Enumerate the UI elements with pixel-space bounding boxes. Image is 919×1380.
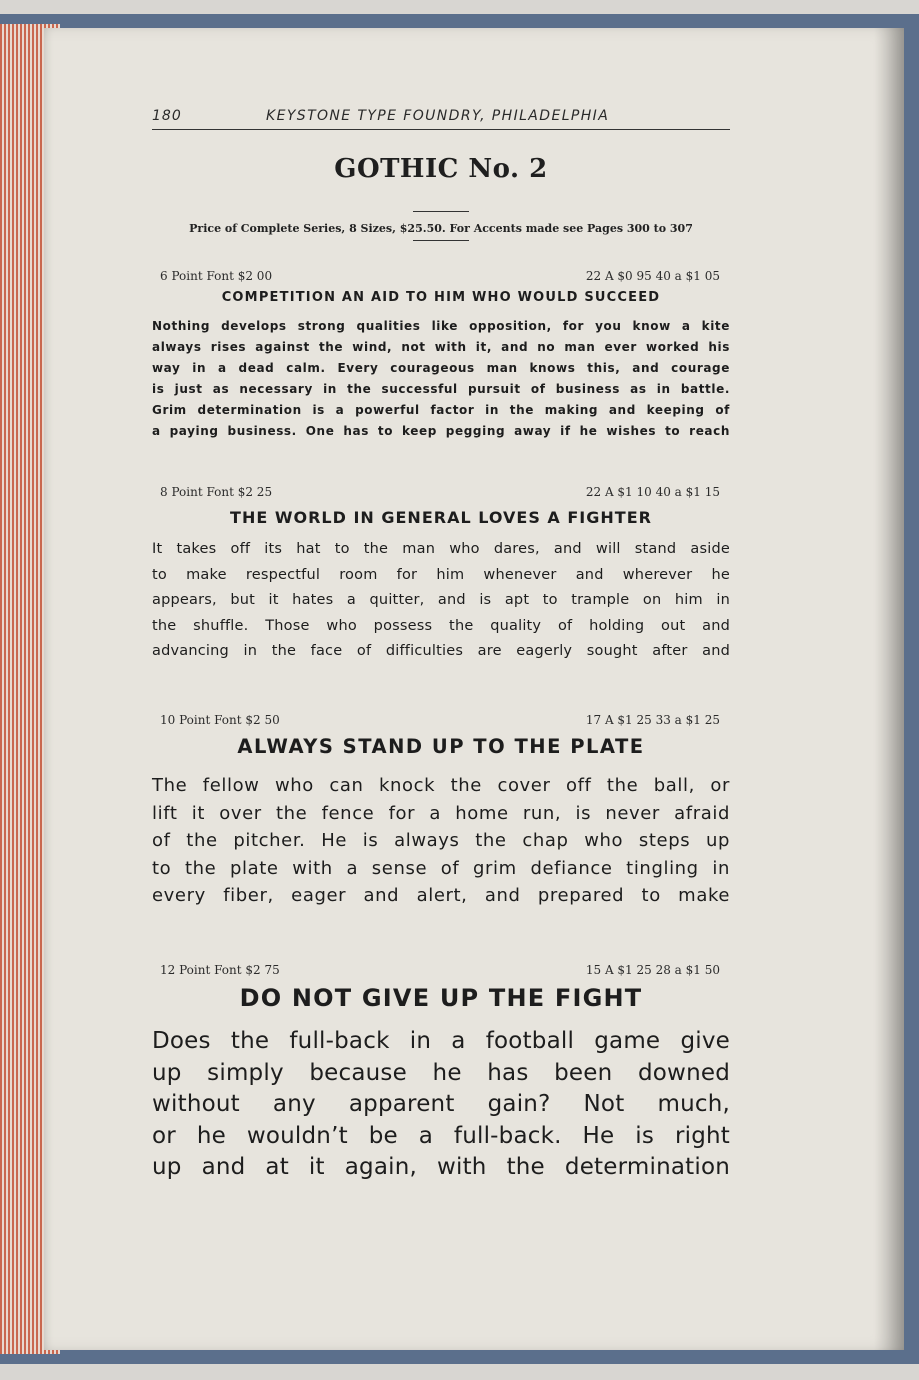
title-rule-top bbox=[413, 211, 469, 212]
page-title: GOTHIC No. 2 bbox=[334, 154, 548, 184]
text-line: advancing in the face of difficulties are eagerly sought after and bbox=[152, 643, 730, 659]
text-line: lift it over the fence for a home run, is never afraid bbox=[152, 802, 730, 824]
text-line: The fellow who can knock the cover off the ball, or bbox=[152, 775, 730, 796]
size-label: 12 Point Font $2 75 bbox=[160, 963, 280, 977]
text-line: a paying business. One has to keep pegging away if he wishes to reach bbox=[152, 424, 730, 438]
text-line: Grim determination is a powerful factor in the making and keeping of bbox=[152, 403, 730, 417]
specimen-heading: COMPETITION AN AID TO HIM WHO WOULD SUCCEED bbox=[221, 290, 661, 305]
text-line: way in a dead calm. Every courageous man knows this, and courage bbox=[152, 361, 730, 375]
text-line: of the pitcher. He is always the chap who steps up bbox=[152, 830, 730, 851]
price-label: 17 A $1 25 33 a $1 25 bbox=[585, 713, 720, 727]
specimen-text bbox=[152, 772, 730, 910]
price-label: 22 A $0 95 40 a $1 05 bbox=[585, 269, 720, 283]
text-line: Nothing develops strong qualities like opposition, for you know a kite bbox=[152, 319, 730, 333]
foundry-name: KEYSTONE TYPE FOUNDRY, PHILADELPHIA bbox=[266, 108, 610, 124]
text-line: to the plate with a sense of grim defiance tingling in bbox=[152, 857, 730, 879]
specimen-heading: ALWAYS STAND UP TO THE PLATE bbox=[237, 735, 645, 758]
size-label: 6 Point Font $2 00 bbox=[160, 269, 273, 283]
text-line: is just as necessary in the successful pursuit of business as in battle. bbox=[152, 382, 730, 396]
price-label: 22 A $1 10 40 a $1 15 bbox=[585, 485, 720, 499]
size-label: 8 Point Font $2 25 bbox=[160, 485, 273, 499]
text-line: always rises against the wind, not with it, and no man ever worked his bbox=[152, 340, 730, 354]
price-label: 15 A $1 25 28 a $1 50 bbox=[585, 963, 720, 977]
text-line: every fiber, eager and alert, and prepared to make bbox=[152, 885, 730, 906]
page-number: 180 bbox=[152, 108, 182, 124]
text-line: without any apparent gain? Not much, bbox=[152, 1091, 730, 1117]
text-line: the shuffle. Those who possess the quality of holding out and bbox=[152, 617, 730, 634]
text-line: to make respectful room for him whenever and wherever he bbox=[152, 566, 730, 583]
text-line: Does the full-back in a football game give bbox=[152, 1028, 730, 1054]
title-rule-bottom bbox=[413, 240, 469, 241]
size-label: 10 Point Font $2 50 bbox=[160, 713, 280, 727]
gutter-shadow bbox=[874, 28, 904, 1350]
price-line: Price of Complete Series, 8 Sizes, $25.50. For Accents made see Pages 300 to 307 bbox=[189, 222, 693, 235]
text-line: or he wouldn’t be a full-back. He is right bbox=[152, 1122, 730, 1149]
specimen-heading: DO NOT GIVE UP THE FIGHT bbox=[239, 984, 643, 1012]
specimen-text bbox=[152, 537, 730, 665]
specimen-text bbox=[152, 316, 730, 442]
text-line: up simply because he has been downed bbox=[152, 1059, 730, 1086]
text-line: up and at it again, with the determination bbox=[152, 1154, 730, 1180]
specimen-heading: THE WORLD IN GENERAL LOVES A FIGHTER bbox=[230, 508, 652, 527]
text-line: It takes off its hat to the man who dares, and will stand aside bbox=[152, 541, 730, 557]
header-rule bbox=[152, 129, 730, 130]
specimen-text bbox=[152, 1026, 730, 1184]
text-line: appears, but it hates a quitter, and is apt to trample on him in bbox=[152, 592, 730, 608]
